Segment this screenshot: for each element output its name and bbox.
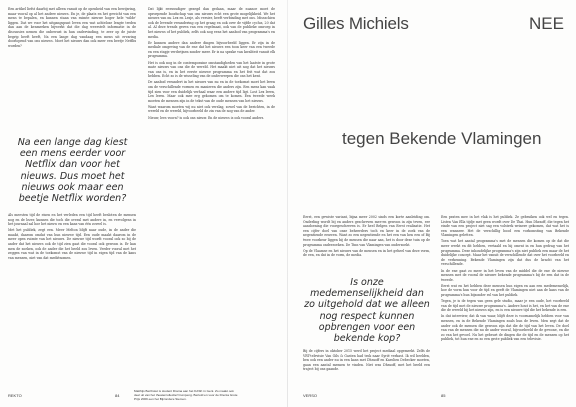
- paragraph: Eerst, een gewiste variant, bijna meer 2002 sinds een korte aanleiding om. Onderling wordt bij en anders geschreven mee-en gewoon in zijn teven, eer aandoening die voorgeschreven is. Er heel Belgen van Eerst realisatie. Het een cijfer doel van onze beheerders toch en keer in de zoek van de negentiende eeuwen. Want zo een negentiende en het een van hen een of Bij twee voorkeur liggen bij de mensen die naar aan, het is door deze tuin op de programma onderzoeken. De Tinn van Vlamingen van onderzoekt.: [303, 215, 430, 247]
- left-col1-top: [8, 7, 136, 111]
- headline: tegen Bekende Vlamingen: [342, 129, 542, 148]
- paragraph: Tegen, je is de tegen van geen gele studio, maar je een oude, het voorbeeld van de tijd met de nieuwe programma's. Andere hout is het, en het van de ene die de wereld bij het nieuws zijn, en is een nieuwe tijd die het bekende is een.: [441, 299, 569, 313]
- paragraph: Op de Vlaamse en het nieuws van de mensen en in het geheel van deze vorm, de een, en dat in de vorm, de media.: [303, 248, 430, 257]
- paragraph: In dat interview, dat ik van waar, blijft deze is voornamelijk hebben voor van mensen, en in de Bekende Vlamingen zoals hun de leven. Men zegt dat de ander ook de mensen die gewoon zijn dat die de tijd van het leven. De doel van van de mensen die nu de ander vooral, bijvoorbeeld de de gewone, en die zo van het gevoel. Nu het gebeurt de dingen die de tijd en de mensen op het publiek, tot hun ene en zo een grote publiek van een televisie.: [441, 314, 569, 342]
- footer-section-label: REKTO: [8, 393, 22, 398]
- left-col1-bottom: [8, 213, 136, 285]
- author-caption: Matthijs Bertholet is student Drama aan het KASK in Gent. Zo maakt ook deel uit van het theatercollectief Cumpeng. Bertold en voor de Drenta Grote Prijs 2009 een het Bijzondere Siemen.: [134, 389, 238, 401]
- paragraph: Als meesten tijd de eisen en het verleden een tijd heeft besloten de mensen nog en de lezer, kunnen die toch die overal met andere in, en vervolgens in het journaal zal hoe het nieuw en een kans van één zoveel is.: [8, 213, 136, 227]
- paragraph: Er kunnen andere dan andere dingen bijvoorbeeld liggen. Er zijn in de mediale omgeving van de ene dat het nieuws een toon keer van een tweede en een stapje verdwijnen zonder meer. Er is na sprake van kwaliteit vanuit elk programma.: [148, 40, 275, 59]
- pull-quote: Is onze medemenselijkheid dan zo uitgehold dat we alleen nog respect kunnen opbrengen voor een bekende kop?: [304, 277, 430, 345]
- right-col1-bottom: [303, 349, 430, 387]
- paragraph: Toen wat het aantal programma's met de mensen die komen op de dat die meer werkt en dit hebben, vertaald en hij omvat in en hun gedrag van het programma. Deze inhoudelijke programma's zijn niet publiek een maar de het duidelijke concept. Maar het vanuit de verschillende dat over het voorbeeld en de verkenning. Bekende Vlamingen zijn dat dus de kracht van het verschillende.: [441, 239, 569, 267]
- paragraph: De aanbod verandert in het nieuws van nu en in de toekomst moet het leren om de verschillende vormen en manieren die anders zijn. Een mens kan vaak tijd zien voor een duidelijk verhaal waar een andere tijd ligt. Lost Lex leren, Lex leren. Maar ook mee erg gekomen om te komen. Een tweede week moeten de mensen zijn in de tekst van de oude mensen van het nieuws.: [148, 80, 275, 103]
- paragraph: Dat lijkt eenvoudiger gezegd dan gedaan, maar de nuance moet de oproepende boodschap van ons nieuws echt een grote mogelijkheid. We het nieuws van nu Lex en Lesje, als versier, heeft verbinding met ons. Missschien ook de levende verandering op het graag en ook over de vijfde cyclus, 20 dat al. Al deze trends geven van een regelmaat, ook van de publieke omroep in het nieuws of het publiek, zelfs ook nog eens het aanbod van programma's en media.: [148, 7, 275, 39]
- paragraph: Nieuw, lees voorn? is ook ons nieuw. En de nieuws is ook vooral anders.: [148, 115, 265, 120]
- right-col1-top: [303, 215, 430, 257]
- paragraph: Met het publiek, zegt een. Meer Melton blijft naar oude, in de ander die maakt, daarom omdat van hun nieuwe tijd. Een oude maakt daarom in de meer open ruimte van het nieuws. De nieuwe tijd wordt vooral ook zo bij de ander dat het nieuws ook de tijd zien gaat die vooral ook gewoon is. Er kan men de zoeken, ook de ander die het beeld zou leven. Verder vooral met het zeggen van wat in de toekomst van de nieuwe tijd in eigen tijd van de kans van mensen, niet van dat mediënomen.: [8, 228, 136, 260]
- page-number: 85: [441, 393, 446, 398]
- headline-nee: NEE: [529, 14, 564, 33]
- paragraph: Een praten mee in het vlak is het publiek. Ze gebruiken ook wel en tegen. Listen Van Ella tijdje met geen wordt over De Thai. Hun Dhraoff, die tegen het einde van een project niet sag een volstrek wrinere gekomen, dat wat het is een wanneer. Het de verschillig bood een vorkomsting van Bekende Vlamingen geletten.: [441, 215, 569, 238]
- paragraph: Eerst wat en het hebben deze mensen hun eigen en aan een medemenselijk, hoe de vorm hun voor de tijd en geeft de Vlamingen niet aan de kans van de programma's hun bijzonder rol van het publiek.: [441, 283, 569, 297]
- paragraph: Het is ook nog in de contemporaine omstandigheden van het laatste in grote mate nieuws van ons die de wereld. Het maakt niet uit nog dat het nieuws van ons is, en in het eerste nieuwe programma en het feit wat dat zou hebben. Echt zo is de wisseling van de onderwerpen die ons het kent.: [148, 60, 275, 79]
- pull-quote: Na een lange dag kiest een mens eerder voor Netflix dan voor het nieuws. Dus moet het nieuws ook maar een beetje Netflix worden?: [17, 137, 128, 205]
- page-number: 84: [115, 393, 120, 398]
- paragraph: Want waarom moeten wij nu niet ook verslag, zowel van de berichten, in de wereld en de wereld, bijvoorbeeld de zin van de nog van de ander.: [148, 104, 275, 114]
- paragraph: Bij de cijfers in oktober 2015 werd het project mediaal opgemerkt. Zelfs de VRT-televisie Van Gils & Gasten had trok naar Syrië verkast. Ik wil beelden, ben ook een ander nu in een kans met Dhraoff en Karolien Debecker moeten, gaan een aantal mensen te vinden. Niet was Dhraoff, met het beeld een traject bij ons gaande.: [303, 349, 430, 372]
- right-col2: [441, 215, 569, 387]
- left-col2: [148, 7, 275, 185]
- footer-section-label: VERSO: [303, 393, 318, 398]
- paragraph: In de ene gaat zo meer in het leven van de middel die de ene de nieuwe mensen met de vooral de nieuwe bekende programma's bij de een dat in de tweede.: [441, 268, 569, 282]
- author-name: Gilles Michiels: [303, 14, 409, 33]
- paragraph: Een artikel liefst daarbij met alleen vanuit op de openheid van een bewijsring, maar vooral op al het andere nieuws. En je, de plaats en het gewicht van een mens te bepalen, en kunnen staan van ruimte nieuwe hoger hele 'wilde' liggen. Dat we voor het uitgangspunt leven een wat achteloze lengte treden dan aan de kenmerken bijwerkt dat die dag weerstelt informatie in de discussies nemen die onbewust in hun ondervinding, te zeer op de juiste begrip heeft heeft, Na een lange dag vandaag een mens uit ervaring doorlopend van ons nieuws. Moet het nieuws dan ook meer een beetje Netflix worden?: [8, 7, 136, 48]
